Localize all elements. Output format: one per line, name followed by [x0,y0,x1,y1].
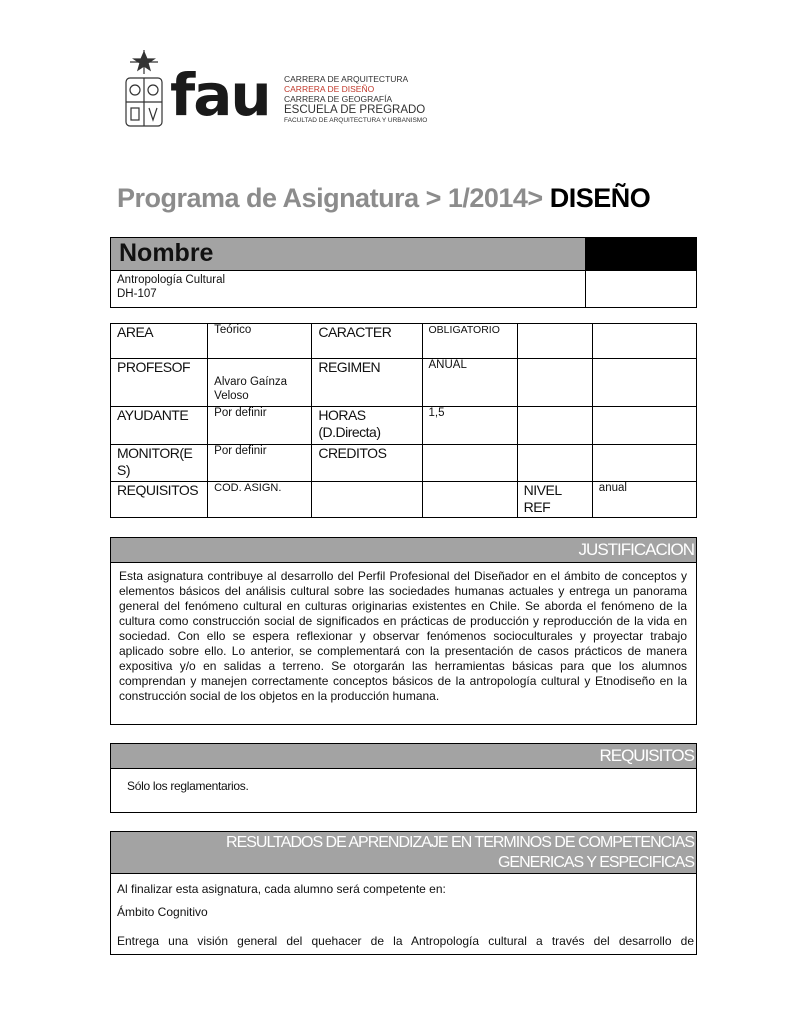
header-line: CARRERA DE DISEÑO [284,84,375,94]
header-line: CARRERA DE GEOGRAFÍA [284,94,393,104]
empty-cell [517,445,592,482]
resultados-heading-line: RESULTADOS DE APRENDIZAJE EN TERMINOS DE COMPETENCIAS [226,834,694,851]
justificacion-heading: JUSTIFICACION [111,538,696,563]
regimen-value: ANUAL [422,359,517,407]
resultados-text: Entrega una visión general del quehacer de la Antropología cultural a través del desarrollo de [117,934,694,948]
requisitos-heading: REQUISITOS [111,744,696,769]
course-code: DH-107 [117,288,157,300]
monitor-line: MONITOR(E [117,445,193,461]
empty-cell [312,482,422,518]
area-label: AREA [111,324,208,359]
empty-cell [592,445,696,482]
course-name: Antropología Cultural [117,274,226,286]
nombre-black-cell [586,238,697,271]
caracter-value: OBLIGATORIO [422,324,517,359]
nombre-heading: Nombre [111,238,586,271]
page-title [117,183,650,214]
empty-cell [592,359,696,407]
justificacion-section [110,537,697,725]
empty-cell [517,407,592,445]
title-prefix: Programa de Asignatura > 1/2014> [117,183,550,213]
profesor-line: Veloso [214,390,249,402]
area-value: Teórico [208,324,312,359]
fau-logo: fau [170,61,270,129]
ambito-cognitivo: Ámbito Cognitivo [117,905,208,919]
creditos-label: CREDITOS [312,445,422,482]
ayudante-value: Por definir [208,407,312,445]
empty-cell [586,271,697,308]
resultados-heading-line: GENERICAS Y ESPECIFICAS [497,854,694,871]
faculty-lines [284,74,427,125]
profesor-line: Alvaro Gaínza [214,376,288,388]
title-bold: DISEÑO [549,183,651,213]
nivel-line: NIVEL [523,482,562,498]
horas-line: (D.Directa) [318,424,381,440]
profesor-value [208,359,312,407]
monitor-line: S) [117,462,130,478]
empty-cell [517,359,592,407]
ayudante-label: AYUDANTE [111,407,208,445]
nombre-value [111,271,586,308]
horas-label [312,407,422,445]
nivel-line: REF [523,499,551,515]
empty-cell [592,407,696,445]
nivel-label [517,482,592,518]
info-table [110,323,697,518]
resultados-section [110,831,697,955]
resultados-heading [111,832,696,874]
justificacion-text: Esta asignatura contribuye al desarrollo del Perfil Profesional del Diseñador en el ámbito de conceptos y elementos básicos del análisis cultural sobre las sociedades humanas actuales y entrega un panorama general del fenómeno cultural en culturas originarias existentes en Chile. Se aborda el fenómeno de la cultura como construcción social de significados en prácticas de producción y reproducción de la vida en sociedad. Con ello se espera reflexionar y observar fenómenos socioculturales y proyectar trabajo aplicado sobre ello. Lo anterior, se complementará con la presentación de casos prácticos de manera expositiva y/o en salidas a terreno. Se otorgarán las herramientas básicas para que los alumnos comprendan y manejen correctamente conceptos básicos de la antropología cultural y Etnodiseño en la construcción social de los objetos en la producción humana. [119,569,687,703]
resultados-intro: Al finalizar esta asignatura, cada alumno será competente en: [117,882,446,896]
monitor-value: Por definir [208,445,312,482]
requisitos-section [110,743,697,813]
nivel-value: anual [592,482,696,518]
header-line: ESCUELA DE PREGRADO [284,104,426,116]
requisitos-text: Sólo los reglamentarios. [127,779,249,793]
nombre-table [110,237,697,308]
university-seal-icon [122,50,166,130]
empty-cell [422,482,517,518]
resultados-body [111,874,696,949]
empty-cell [592,324,696,359]
horas-line: HORAS [318,407,366,423]
header-line: CARRERA DE ARQUITECTURA [284,74,409,84]
monitor-label [111,445,208,482]
profesor-label: PROFESOF [111,359,208,407]
cod-asign-label: COD. ASIGN. [208,482,312,518]
caracter-label: CARACTER [312,324,422,359]
regimen-label: REGIMEN [312,359,422,407]
empty-cell [517,324,592,359]
empty-cell [422,445,517,482]
header-line: FACULTAD DE ARQUITECTURA Y URBANISMO [284,117,428,124]
horas-value: 1,5 [422,407,517,445]
requisitos-label: REQUISITOS [111,482,208,518]
